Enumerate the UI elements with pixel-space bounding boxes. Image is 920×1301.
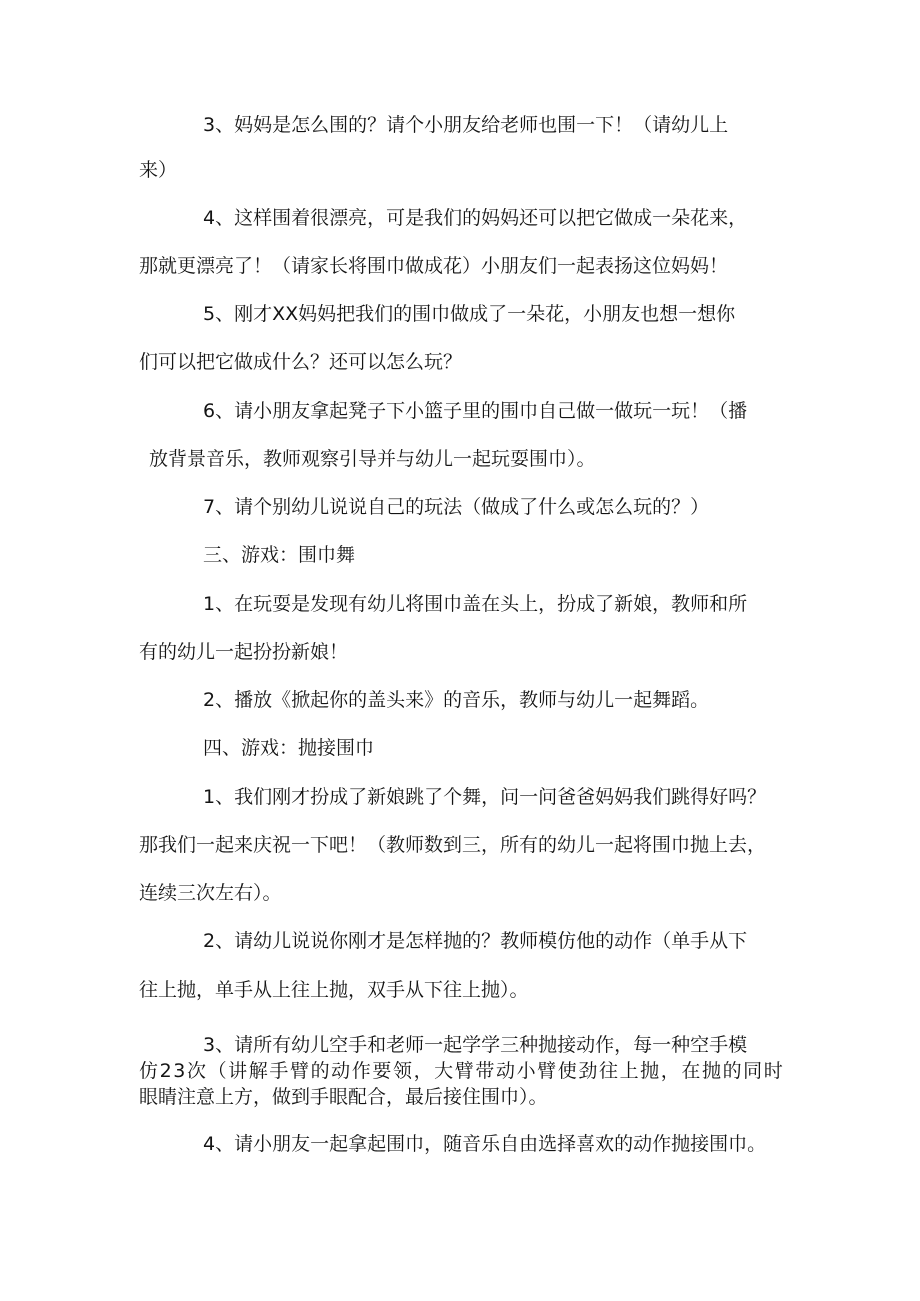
text-line: 2、请幼儿说说你刚才是怎样抛的？教师模仿他的动作（单手从下 [203, 930, 748, 952]
text-line: 1、我们刚才扮成了新娘跳了个舞，问一问爸爸妈妈我们跳得好吗？ [203, 786, 767, 808]
text-line: 2、播放《掀起你的盖头来》的音乐，教师与幼儿一起舞蹈。 [203, 689, 710, 711]
text-line: 仿23次（讲解手臂的动作要领，大臂带动小臂使劲往上抛，在抛的同时 [139, 1060, 785, 1082]
text-line: 连续三次左右）。 [139, 882, 282, 904]
text-line: 5、刚才XX妈妈把我们的围巾做成了一朵花，小朋友也想一想你 [203, 303, 736, 325]
text-line: 放背景音乐，教师观察引导并与幼儿一起玩耍围巾）。 [149, 448, 596, 470]
text-line: 4、请小朋友一起拿起围巾，随音乐自由选择喜欢的动作抛接围巾。 [203, 1133, 767, 1155]
text-line: 那我们一起来庆祝一下吧！（教师数到三，所有的幼儿一起将围巾抛上去， [139, 834, 767, 856]
text-line: 眼睛注意上方，做到手眼配合，最后接住围巾）。 [139, 1086, 548, 1108]
text-line: 4、这样围着很漂亮，可是我们的妈妈还可以把它做成一朵花来， [203, 207, 748, 229]
text-line: 1、在玩耍是发现有幼儿将围巾盖在头上，扮成了新娘，教师和所 [203, 593, 748, 615]
section-heading: 三、游戏：围巾舞 [203, 544, 356, 566]
text-line: 往上抛，单手从上往上抛，双手从下往上抛）。 [139, 979, 529, 1001]
text-line: 们可以把它做成什么？还可以怎么玩？ [139, 351, 463, 373]
text-line: 那就更漂亮了！（请家长将围巾做成花）小朋友们一起表扬这位妈妈！ [139, 255, 729, 277]
text-line: 3、请所有幼儿空手和老师一起学学三种抛接动作，每一种空手模 [203, 1034, 748, 1056]
section-heading: 四、游戏：抛接围巾 [203, 737, 375, 759]
text-line: 来） [139, 159, 178, 181]
text-line: 6、请小朋友拿起凳子下小篮子里的围巾自己做一做玩一玩！（播 [203, 400, 748, 422]
text-line: 3、妈妈是怎么围的？请个小朋友给老师也围一下！（请幼儿上 [203, 114, 729, 136]
text-line: 7、请个别幼儿说说自己的玩法（做成了什么或怎么玩的？） [203, 496, 710, 518]
text-line: 有的幼儿一起扮扮新娘！ [139, 641, 349, 663]
